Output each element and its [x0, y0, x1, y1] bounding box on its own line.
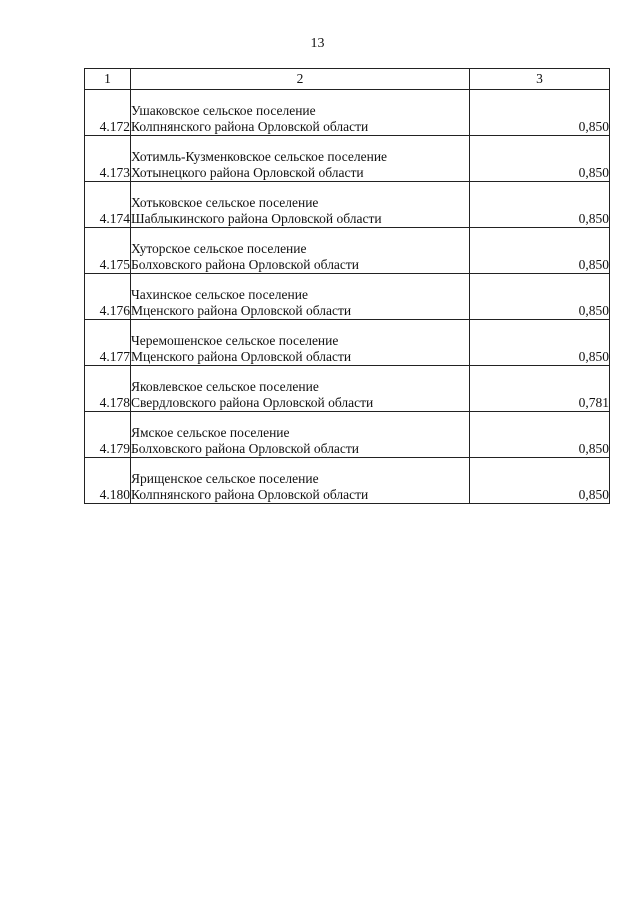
table-row	[85, 90, 610, 136]
coefficient-value: 0,781	[470, 366, 610, 412]
coefficient-value: 0,850	[470, 228, 610, 274]
settlement-name	[131, 274, 470, 320]
settlement-name-line1: Ушаковское сельское поселение	[131, 103, 316, 118]
coefficient-value: 0,850	[470, 320, 610, 366]
row-number: 4.180	[85, 458, 131, 504]
settlement-name	[131, 90, 470, 136]
table-row	[85, 412, 610, 458]
settlement-name-line1: Хотимль-Кузменковское сельское поселение	[131, 149, 388, 164]
row-number: 4.179	[85, 412, 131, 458]
settlement-name	[131, 320, 470, 366]
settlement-name-line2: Мценского района Орловской области	[131, 303, 352, 318]
settlement-name-line1: Яковлевское сельское поселение	[131, 379, 319, 394]
settlement-name-line2: Шаблыкинского района Орловской области	[131, 211, 382, 226]
row-number: 4.178	[85, 366, 131, 412]
coefficient-value: 0,850	[470, 90, 610, 136]
table-row	[85, 182, 610, 228]
settlement-name-line2: Болховского района Орловской области	[131, 257, 360, 272]
row-number: 4.173	[85, 136, 131, 182]
column-header-1: 1	[85, 69, 131, 90]
settlement-name	[131, 412, 470, 458]
settlement-name	[131, 228, 470, 274]
coefficient-value: 0,850	[470, 182, 610, 228]
table-row	[85, 366, 610, 412]
settlement-name	[131, 136, 470, 182]
column-header-3: 3	[470, 69, 610, 90]
table-row	[85, 274, 610, 320]
settlement-name-line1: Хуторское сельское поселение	[131, 241, 307, 256]
coefficient-value: 0,850	[470, 412, 610, 458]
settlement-name-line1: Ямское сельское поселение	[131, 425, 290, 440]
settlement-name-line2: Болховского района Орловской области	[131, 441, 360, 456]
row-number: 4.177	[85, 320, 131, 366]
row-number: 4.174	[85, 182, 131, 228]
row-number: 4.176	[85, 274, 131, 320]
table-row	[85, 458, 610, 504]
settlement-name-line2: Колпнянского района Орловской области	[131, 487, 369, 502]
table-row	[85, 320, 610, 366]
settlement-name-line1: Чахинское сельское поселение	[131, 287, 308, 302]
settlement-name-line1: Черемошенское сельское поселение	[131, 333, 339, 348]
coefficient-value: 0,850	[470, 136, 610, 182]
settlement-name-line2: Мценского района Орловской области	[131, 349, 352, 364]
table-row	[85, 228, 610, 274]
settlement-name-line2: Хотынецкого района Орловской области	[131, 165, 364, 180]
settlement-name	[131, 366, 470, 412]
settlement-name	[131, 182, 470, 228]
settlement-name-line1: Ярищенское сельское поселение	[131, 471, 319, 486]
coefficient-value: 0,850	[470, 458, 610, 504]
settlement-name-line2: Колпнянского района Орловской области	[131, 119, 369, 134]
page-number: 13	[310, 36, 325, 51]
column-header-2: 2	[131, 69, 470, 90]
settlements-table	[84, 68, 610, 504]
row-number: 4.172	[85, 90, 131, 136]
table-row	[85, 136, 610, 182]
settlement-name	[131, 458, 470, 504]
coefficient-value: 0,850	[470, 274, 610, 320]
settlement-name-line1: Хотьковское сельское поселение	[131, 195, 319, 210]
table-header-row	[85, 69, 610, 90]
settlement-name-line2: Свердловского района Орловской области	[131, 395, 374, 410]
row-number: 4.175	[85, 228, 131, 274]
